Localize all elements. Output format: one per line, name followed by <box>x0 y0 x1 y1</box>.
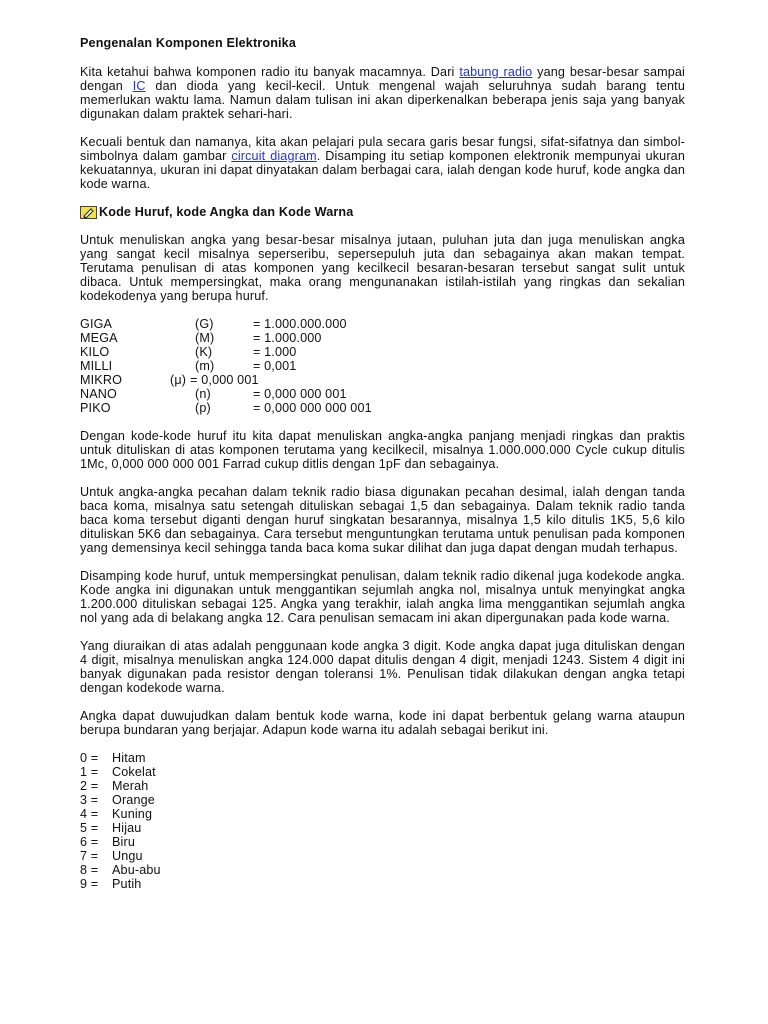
prefix-name: MILLI <box>80 359 113 373</box>
color-number: 2 = <box>80 779 99 793</box>
prefix-symbol: (G) <box>195 317 214 331</box>
prefix-value: = 1.000 <box>253 345 297 359</box>
text-run: yang besar-besar sampai dengan <box>80 65 686 93</box>
prefix-symbol: (μ) <box>170 373 187 387</box>
shape-paragraph <box>80 135 685 191</box>
intro-paragraph <box>80 65 685 121</box>
prefix-row <box>80 359 685 373</box>
pencil-note-icon <box>80 206 97 219</box>
list-item <box>80 835 685 849</box>
prefix-name: GIGA <box>80 317 113 331</box>
document-page <box>80 36 685 891</box>
number-code-paragraph: Disamping kode huruf, untuk mempersingkat penulisan, dalam teknik radio dikenal juga kodekode angka. Kode angka ini digunakan untuk menggantikan sejumlah angka nol, misalnya untuk menyingkat angka 1.200.000 dituliskan sebagai 125. Angka yang terakhir, ialah angka lima menggantikan sejumlah angka nol yang ada di belakang angka 12. Cara penulisan semacam ini akan dipergunakan pada kode warna. <box>80 569 685 625</box>
color-number: 5 = <box>80 821 99 835</box>
color-name: Hijau <box>112 821 142 835</box>
color-number: 1 = <box>80 765 99 779</box>
prefix-row <box>80 373 685 387</box>
link-circuit-diagram[interactable]: circuit diagram <box>231 149 317 163</box>
prefix-symbol: (n) <box>195 387 211 401</box>
prefix-row <box>80 317 685 331</box>
prefix-name: PIKO <box>80 401 111 415</box>
prefix-row <box>80 345 685 359</box>
list-item <box>80 863 685 877</box>
list-item <box>80 793 685 807</box>
link-ic[interactable]: IC <box>132 79 146 93</box>
list-item <box>80 821 685 835</box>
decimal-paragraph: Untuk angka-angka pecahan dalam teknik radio biasa digunakan pecahan desimal, ialah dengan tanda baca koma, misalnya satu setengah dituliskan sebagai 1,5 dan sebagainya. Dalam teknik radio tanda baca koma tersebut diganti dengan huruf singkatan besarannya, misalnya 1,5 kilo ditulis 1K5, 5,6 kilo dituliskan 5K6 dan sebagainya. Cara tersebut menguntungkan terutama untuk penulisan pada komponen yang demensinya kecil sehingga tanda baca koma sukar dilihat dan juga dapat dengan mudah terhapus. <box>80 485 685 555</box>
section-heading-text: Kode Huruf, kode Angka dan Kode Warna <box>99 205 354 219</box>
text-run: Kecuali bentuk dan namanya, kita akan pelajari pula secara garis besar fungsi, sifat-sifatnya dan simbol-simbolnya dalam gambar <box>80 135 685 163</box>
color-name: Merah <box>112 779 149 793</box>
prefix-value: = 0,000 000 000 001 <box>253 401 372 415</box>
color-number: 8 = <box>80 863 99 877</box>
color-name: Abu-abu <box>112 863 161 877</box>
list-item <box>80 779 685 793</box>
list-item <box>80 807 685 821</box>
document-title: Pengenalan Komponen Elektronika <box>80 36 296 50</box>
color-name: Orange <box>112 793 155 807</box>
prefix-intro-paragraph: Untuk menuliskan angka yang besar-besar misalnya jutaan, puluhan juta dan juga menuliskan angka yang sangat kecil misalnya seperseribu, sepersepuluh juta dan sebagainya akan makan tempat. Terutama penulisan di atas komponen yang kecilkecil besaran-besaran tersebut sangat sulit untuk dibaca. Untuk mempersingkat, maka orang mengunanakan istilah-istilah yang ringkas dan sekalian kodekodenya yang berupa huruf. <box>80 233 685 303</box>
four-digit-paragraph: Yang diuraikan di atas adalah penggunaan kode angka 3 digit. Kode angka dapat juga dituliskan dengan 4 digit, misalnya menuliskan angka 124.000 dapat ditulis dengan 4 digit, menjadi 1243. Sistem 4 digit ini banyak digunakan pada resistor dengan toleransi 1%. Penulisan tidak dilakukan dengan angka tetapi dengan kodekode warna. <box>80 639 685 695</box>
prefix-symbol: (M) <box>195 331 215 345</box>
prefix-name: MIKRO <box>80 373 123 387</box>
section-heading <box>80 205 685 219</box>
color-code-paragraph: Angka dapat duwujudkan dalam bentuk kode warna, kode ini dapat berbentuk gelang warna ataupun berupa bundaran yang berjajar. Adapun kode warna itu adalah sebagai berikut ini. <box>80 709 685 737</box>
prefix-name: NANO <box>80 387 117 401</box>
prefix-symbol: (K) <box>195 345 213 359</box>
color-name: Kuning <box>112 807 153 821</box>
color-code-list <box>80 751 685 891</box>
list-item <box>80 849 685 863</box>
prefix-row <box>80 387 685 401</box>
prefix-value: = 1.000.000 <box>253 331 322 345</box>
color-name: Hitam <box>112 751 146 765</box>
prefix-value: = 1.000.000.000 <box>253 317 347 331</box>
list-item <box>80 877 685 891</box>
color-name: Ungu <box>112 849 143 863</box>
color-name: Biru <box>112 835 135 849</box>
color-number: 6 = <box>80 835 99 849</box>
list-item <box>80 765 685 779</box>
color-number: 7 = <box>80 849 99 863</box>
prefix-value: = 0,000 000 001 <box>253 387 347 401</box>
prefix-table <box>80 317 685 415</box>
letter-code-paragraph: Dengan kode-kode huruf itu kita dapat menuliskan angka-angka panjang menjadi ringkas dan praktis untuk dituliskan di atas komponen terutama yang kecilkecil, misalnya 1.000.000.000 Cycle cukup ditulis 1Mc, 0,000 000 000 001 Farrad cukup ditlis dengan 1pF dan sebagainya. <box>80 429 685 471</box>
color-number: 9 = <box>80 877 99 891</box>
prefix-row <box>80 401 685 415</box>
color-name: Cokelat <box>112 765 156 779</box>
prefix-row <box>80 331 685 345</box>
prefix-symbol: (p) <box>195 401 211 415</box>
prefix-name: KILO <box>80 345 110 359</box>
prefix-symbol: (m) <box>195 359 215 373</box>
color-number: 0 = <box>80 751 99 765</box>
text-run: Kita ketahui bahwa komponen radio itu banyak macamnya. Dari <box>80 65 460 79</box>
text-run: dan dioda yang kecil-kecil. Untuk mengenal wajah seluruhnya sudah barang tentu memerlukan waktu lama. Namun dalam tulisan ini akan diperkenalkan beberapa jenis saja yang banyak digunakan dalam praktek sehari-hari. <box>80 79 685 121</box>
prefix-name: MEGA <box>80 331 118 345</box>
color-number: 4 = <box>80 807 99 821</box>
text-run: . Disamping itu setiap komponen elektronik mempunyai ukuran kekuatannya, ukuran ini dapat dinyatakan dalam berbagai cara, ialah dengan kode huruf, kode angka dan kode warna. <box>80 149 685 191</box>
prefix-value: = 0,000 001 <box>190 373 259 387</box>
color-name: Putih <box>112 877 142 891</box>
prefix-value: = 0,001 <box>253 359 297 373</box>
link-tabung-radio[interactable]: tabung radio <box>459 65 533 79</box>
list-item <box>80 751 685 765</box>
color-number: 3 = <box>80 793 99 807</box>
